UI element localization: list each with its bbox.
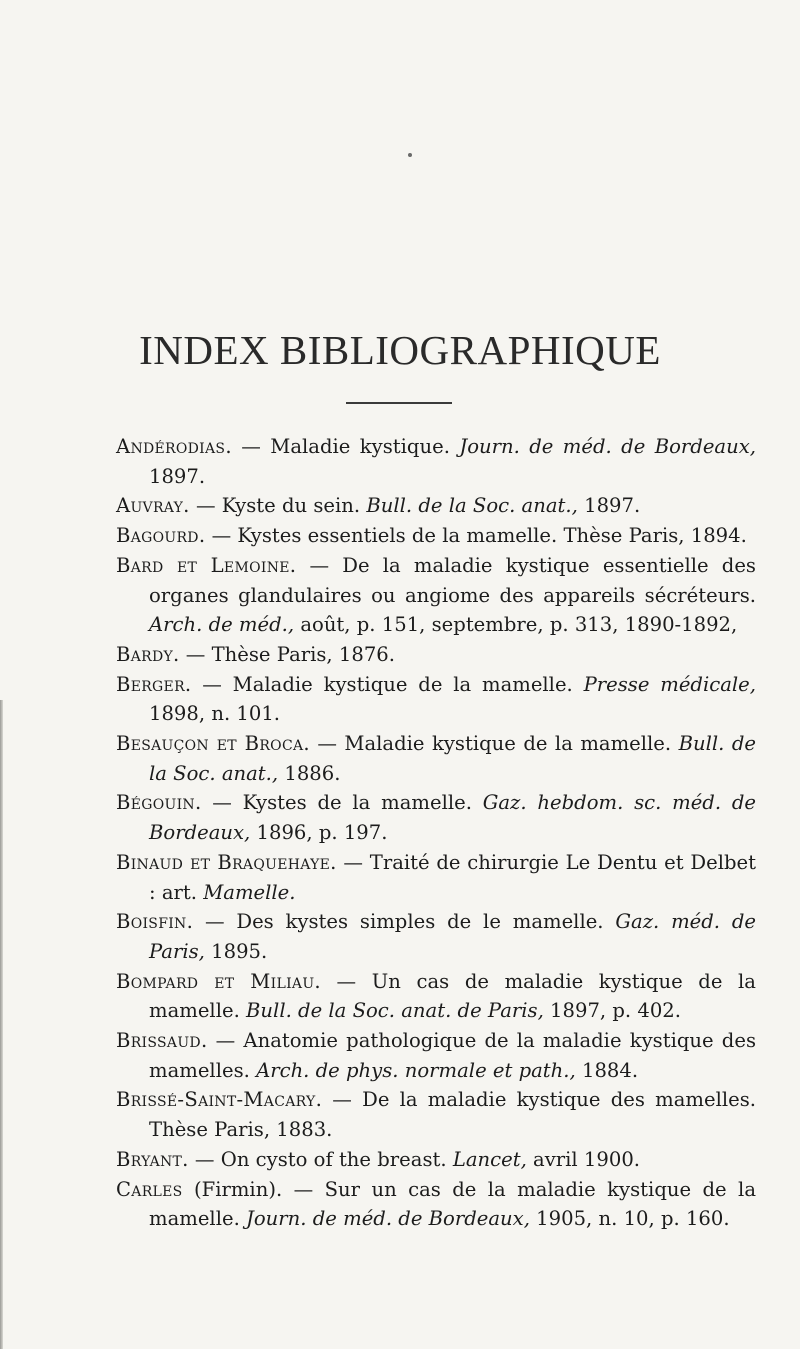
entry-text: — Kyste du sein. [189, 494, 367, 518]
bibliography-entry [116, 848, 756, 907]
entry-source: Gaz. hebdom. sc. méd. de Bordeaux, [149, 791, 756, 845]
entry-details: 1884. [575, 1058, 639, 1082]
entry-details: 1897. [149, 464, 206, 488]
bibliography-entry [116, 521, 756, 551]
entry-source: Bull. de la Soc. anat., [366, 494, 578, 518]
entry-source: Mamelle. [203, 880, 296, 904]
entry-text: — Thèse Paris, 1876. [179, 642, 395, 666]
entry-source: Bull. de la Soc. anat. de Paris, [246, 999, 544, 1023]
entry-author: Brissaud. [116, 1029, 208, 1053]
entry-details: août, p. 151, septembre, p. 313, 1890-1892, [294, 613, 738, 637]
entry-details: 1905, n. 10, p. 160. [529, 1207, 730, 1231]
entry-source: Lancet, [452, 1147, 527, 1171]
bibliography-entry [116, 907, 756, 966]
title-rule [346, 402, 452, 404]
entry-text: — De la maladie kystique des mamelles. Thèse Paris, 1883. [149, 1088, 756, 1142]
entry-details: 1896, p. 197. [250, 821, 388, 845]
ink-speck [408, 153, 412, 157]
entry-text: (Firmin). — Sur un cas de la maladie kystique de la mamelle. [149, 1177, 756, 1231]
entry-author: Auvray. [116, 494, 190, 518]
entry-text: — Maladie kystique. [231, 435, 460, 458]
bibliography-entry [116, 1175, 756, 1234]
entry-source: Gaz. méd. de Paris, [149, 910, 756, 963]
bibliography-entry [116, 640, 756, 670]
entry-details: 1898, n. 101. [149, 702, 281, 726]
entry-author: Bryant. [116, 1147, 189, 1171]
entry-author: Carles [116, 1177, 183, 1201]
entry-author: Bardy. [116, 642, 180, 666]
bibliography-entry [116, 788, 756, 847]
entry-source: Arch. de méd., [149, 613, 295, 637]
entry-author: Boisfin. [116, 910, 194, 934]
entry-text: — Kystes de la mamelle. [201, 791, 483, 815]
entry-author: Berger. [116, 672, 192, 696]
entry-details: 1897, p. 402. [543, 999, 681, 1023]
entry-details: avril 1900. [526, 1147, 641, 1171]
entry-author: Besauçon et Broca. [116, 732, 310, 756]
entry-details: 1886. [278, 761, 341, 785]
entry-text: — Anatomie pathologique de la maladie kystique des mamelles. [149, 1029, 756, 1082]
page-edge-shadow [0, 700, 3, 1349]
entry-text: — Un cas de maladie kystique de la mamelle. [149, 969, 756, 1023]
entry-details: 1895. [204, 939, 268, 963]
entry-author: Bagourd. [116, 524, 206, 548]
entry-author: Bégouin. [116, 791, 202, 815]
bibliography-entry [116, 491, 756, 521]
entry-details: 1897. [577, 494, 641, 518]
entry-author: Andérodias. [116, 435, 232, 458]
entry-author: Bard et Lemoine. [116, 553, 297, 577]
entry-author: Binaud et Braquehaye. [116, 850, 337, 874]
entry-text: — Kystes essentiels de la mamelle. Thèse Paris, 1894. [205, 524, 747, 548]
entry-source: Arch. de phys. normale et path., [256, 1058, 576, 1082]
bibliography-entry [116, 670, 756, 729]
entry-source: Bull. de la Soc. anat., [149, 732, 756, 785]
bibliography-entry [116, 432, 756, 491]
entry-author: Bompard et Miliau. [116, 969, 321, 993]
bibliography-entry [116, 551, 756, 640]
bibliography-entry [116, 1145, 756, 1175]
page-title: INDEX BIBLIOGRAPHIQUE [139, 327, 661, 373]
entry-text: — Maladie kystique de la mamelle. [191, 672, 584, 696]
entry-source: Journ. de méd. de Bordeaux, [246, 1207, 530, 1231]
entry-source: Presse médicale, [583, 672, 756, 696]
entry-text: — Des kystes simples de le mamelle. [193, 910, 616, 934]
bibliography-entry [116, 967, 756, 1026]
entry-text: — Traité de chirurgie Le Dentu et Delbet : art. [149, 850, 756, 904]
bibliography-list [116, 432, 756, 1234]
entry-text: — De la maladie kystique essentielle des organes glandulaires ou angiome des appareils sécréteurs. [149, 553, 756, 607]
entry-source: Journ. de méd. de Bordeaux, [459, 435, 756, 458]
entry-text: — Maladie kystique de la mamelle. [309, 732, 679, 756]
bibliography-entry [116, 1026, 756, 1085]
entry-author: Brissé-Saint-Macary. [116, 1088, 323, 1112]
entry-text: — On cysto of the breast. [188, 1147, 453, 1171]
bibliography-entry [116, 1085, 756, 1144]
bibliography-entry [116, 729, 756, 788]
